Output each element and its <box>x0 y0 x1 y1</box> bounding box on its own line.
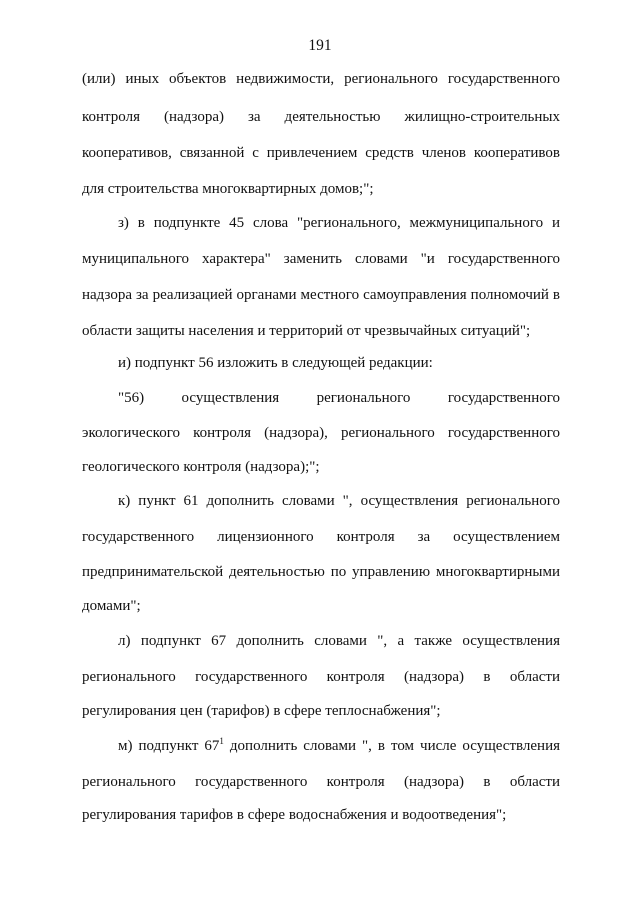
text-segment: дополнить словами ", в том числе осуществления <box>223 738 561 754</box>
superscript: 1 <box>219 736 224 746</box>
text-line: муниципального характера" заменить словами "и государственного <box>82 251 560 267</box>
text-line: для строительства многоквартирных домов;"; <box>82 181 374 197</box>
page-number: 191 <box>308 37 332 54</box>
text-line: л) подпункт 67 дополнить словами ", а также осуществления <box>118 633 560 649</box>
text-line <box>118 737 560 755</box>
text-line: экологического контроля (надзора), регионального государственного <box>82 425 560 441</box>
text-line: государственного лицензионного контроля за осуществлением <box>82 529 560 545</box>
text-line: регулирования цен (тарифов) в сфере теплоснабжения"; <box>82 703 441 719</box>
text-line: регулирования тарифов в сфере водоснабжения и водоотведения"; <box>82 807 507 823</box>
text-line: области защиты населения и территорий от чрезвычайных ситуаций"; <box>82 323 531 339</box>
text-segment: м) подпункт 67 <box>118 738 220 754</box>
text-line: геологического контроля (надзора);"; <box>82 459 320 475</box>
text-line: регионального государственного контроля (надзора) в области <box>82 669 560 685</box>
text-line: надзора за реализацией органами местного самоуправления полномочий в <box>82 287 560 303</box>
text-line: кооперативов, связанной с привлечением средств членов кооперативов <box>82 145 560 161</box>
text-line: к) пункт 61 дополнить словами ", осуществления регионального <box>118 493 560 509</box>
text-line: (или) иных объектов недвижимости, регионального государственного <box>82 71 560 87</box>
text-line: регионального государственного контроля (надзора) в области <box>82 774 560 790</box>
text-line: домами"; <box>82 598 141 614</box>
text-line: и) подпункт 56 изложить в следующей редакции: <box>118 355 433 371</box>
text-line: "56) осуществления регионального государственного <box>118 390 560 406</box>
text-line: предпринимательской деятельностью по управлению многоквартирными <box>82 564 560 580</box>
text-line: з) в подпункте 45 слова "регионального, межмуниципального и <box>118 215 560 231</box>
text-line: контроля (надзора) за деятельностью жилищно-строительных <box>82 109 560 125</box>
